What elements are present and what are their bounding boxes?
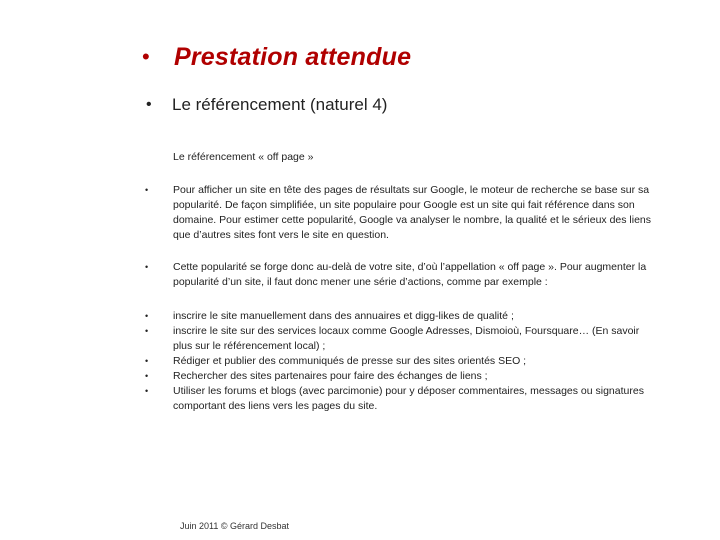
action-text: inscrire le site manuellement dans des annuaires et digg-likes de qualité ; xyxy=(173,310,514,322)
action-text: inscrire le site sur des services locaux comme Google Adresses, Dismoioù, Foursquare… (En savoir plus sur le référencement local) ; xyxy=(173,325,640,352)
bullet: • xyxy=(145,326,149,336)
footer-copyright: Juin 2011 © Gérard Desbat xyxy=(180,521,290,531)
action-text: Utiliser les forums et blogs (avec parcimonie) pour y déposer commentaires, messages ou signatures comportant des liens vers les pages du site. xyxy=(173,385,644,412)
paragraph-2 xyxy=(143,260,658,290)
action-text: Rechercher des sites partenaires pour faire des échanges de liens ; xyxy=(173,370,488,382)
bullet: • xyxy=(145,371,149,381)
subtitle-text: Le référencement (naturel 4) xyxy=(172,95,388,114)
bullet: • xyxy=(145,311,149,321)
intro-heading: Le référencement « off page » xyxy=(173,151,314,163)
title-text: Prestation attendue xyxy=(174,42,412,71)
list-item xyxy=(143,369,658,384)
list-item xyxy=(143,183,658,243)
paragraph-1 xyxy=(143,183,658,243)
title-bullet: • xyxy=(142,44,150,69)
list-item xyxy=(143,309,658,324)
bullet: • xyxy=(145,262,149,272)
list-item xyxy=(143,260,658,290)
bullet: • xyxy=(145,356,149,366)
subtitle-bullet: • xyxy=(146,96,152,113)
list-item xyxy=(143,324,658,354)
bullet: • xyxy=(145,386,149,396)
slide-title xyxy=(142,40,411,74)
bullet: • xyxy=(145,185,149,195)
paragraph-text: Pour afficher un site en tête des pages de résultats sur Google, le moteur de recherche se base sur sa popularité. De façon simplifiée, un site populaire pour Google est un site qui fait référence dans son domaine. Pour estimer cette popularité, Google va analyser le nombre, la qualité et le sérieux des liens que d’autres sites font vers le site en question. xyxy=(173,184,652,241)
slide-subtitle xyxy=(146,92,387,118)
action-text: Rédiger et publier des communiqués de presse sur des sites orientés SEO ; xyxy=(173,355,527,367)
actions-list xyxy=(143,309,658,414)
paragraph-text: Cette popularité se forge donc au-delà de votre site, d’où l’appellation « off page ». Pour augmenter la popularité d’un site, il faut donc mener une série d’actions, comme par exemple : xyxy=(173,261,647,288)
list-item xyxy=(143,384,658,414)
list-item xyxy=(143,354,658,369)
